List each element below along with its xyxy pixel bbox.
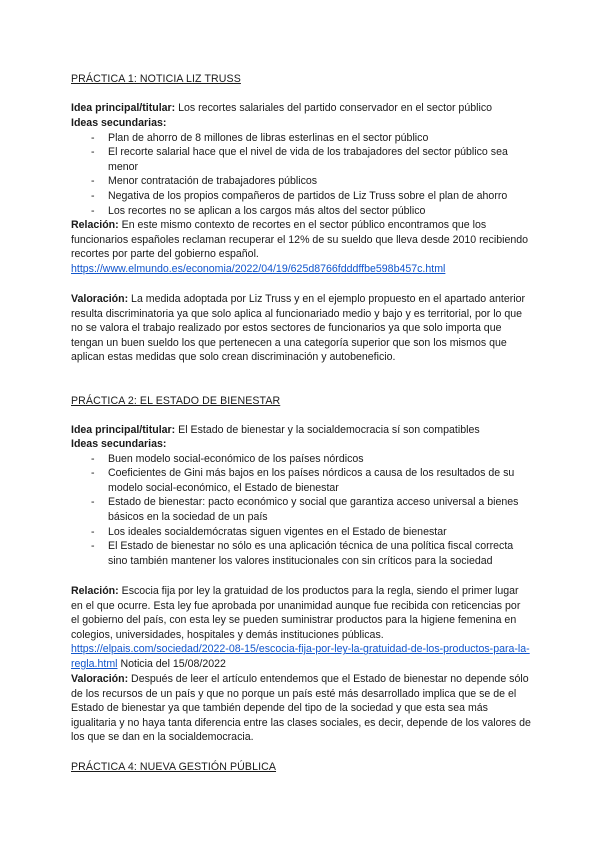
secondary-ideas-list [71,131,531,219]
assessment-text: Después de leer el artículo entendemos que el Estado de bienestar no depende sólo de los recursos de un país y que no porque un país esté más desarrollado implica que se de el Estado de bienestar ya que también depende del tipo de la sociedad y que esta sea más igualitaria y no haya tanta diferencia entre las clases sociales, es decir, depende de los valores de los que se dan en la socialdemocracia. [71,673,531,744]
relation-text: Escocia fija por ley la gratuidad de los productos para la regla, siendo el primer lugar en el que ocurre. Esta ley fue aprobada por unanimidad aunque fue recibida con reticencias por el gobierno del país, con esta ley se pueden suministrar productos para la higiene femenina en colegios, universidades, hospitales y demás instituciones públicas. [71,585,521,641]
main-idea-label: Idea principal/titular: [71,102,176,114]
news-link[interactable]: https://elpais.com/sociedad/2022-08-15/escocia-fija-por-ley-la-gratuidad-de-los-productos-para-la-regla.html [71,643,530,670]
list-item: - Los ideales socialdemócratas siguen vigentes en el Estado de bienestar [71,525,531,540]
section-heading-practica-2: PRÁCTICA 2: EL ESTADO DE BIENESTAR [71,395,281,407]
relation-text: En este mismo contexto de recortes en el sector público encontramos que los funcionarios españoles reclaman recuperar el 12% de su sueldo que lleva desde 2010 recibiendo recortes por parte del gobierno español. [71,219,529,261]
list-item: - Negativa de los propios compañeros de partidos de Liz Truss sobre el plan de ahorro [71,189,531,204]
list-item: - El Estado de bienestar no sólo es una aplicación técnica de una política fiscal correcta sino también mantener los valores institucionales con sin críticos para la sociedad [71,539,531,568]
assessment-label: Valoración: [71,293,129,305]
relation-2 [71,584,531,672]
assessment-1 [71,292,531,365]
secondary-ideas-label: Ideas secundarias: [71,117,167,129]
list-item: - Plan de ahorro de 8 millones de libras esterlinas en el sector público [71,131,531,146]
relation-1 [71,218,531,276]
list-item: - Estado de bienestar: pacto económico y social que garantiza acceso universal a bienes básicos en la sociedad de un país [71,495,531,524]
secondary-ideas-label: Ideas secundarias: [71,438,167,450]
section-heading-practica-4: PRÁCTICA 4: NUEVA GESTIÓN PÚBLICA [71,761,277,773]
main-idea-1 [71,101,531,116]
assessment-2 [71,672,531,745]
secondary-ideas-list [71,452,531,569]
main-idea-label: Idea principal/titular: [71,424,176,436]
list-item: - Menor contratación de trabajadores públicos [71,174,531,189]
list-item: - El recorte salarial hace que el nivel de vida de los trabajadores del sector público sea menor [71,145,531,174]
list-item: - Buen modelo social-económico de los países nórdicos [71,452,531,467]
news-link[interactable]: https://www.elmundo.es/economia/2022/04/19/625d8766fdddffbe598b457c.html [71,262,446,275]
relation-label: Relación: [71,585,119,597]
assessment-label: Valoración: [71,673,129,685]
main-idea-text: El Estado de bienestar y la socialdemocracia sí son compatibles [175,424,480,436]
list-item: - Los recortes no se aplican a los cargos más altos del sector público [71,204,531,219]
relation-label: Relación: [71,219,119,231]
news-date-note: Noticia del 15/08/2022 [117,657,226,670]
assessment-text: La medida adoptada por Liz Truss y en el ejemplo propuesto en el apartado anterior resulta discriminatoria ya que solo aplica al funcionariado medio y bajo y es territorial, por lo que no se valora el trabajo realizado por estos sectores de funcionarios ya que solo importa que tengan un buen sueldo los que pertenecen a una categoría superior que son los mismos que aplican estas medidas que solo crean discriminación y autobeneficio. [71,293,526,364]
secondary-ideas-1 [71,116,531,218]
main-idea-text: Los recortes salariales del partido conservador en el sector público [175,102,493,114]
main-idea-2 [71,423,531,438]
secondary-ideas-2 [71,437,531,568]
section-heading-practica-1: PRÁCTICA 1: NOTICIA LIZ TRUSS [71,73,241,85]
list-item: - Coeficientes de Gini más bajos en los países nórdicos a causa de los resultados de su modelo social-económico, el Estado de bienestar [71,466,531,495]
